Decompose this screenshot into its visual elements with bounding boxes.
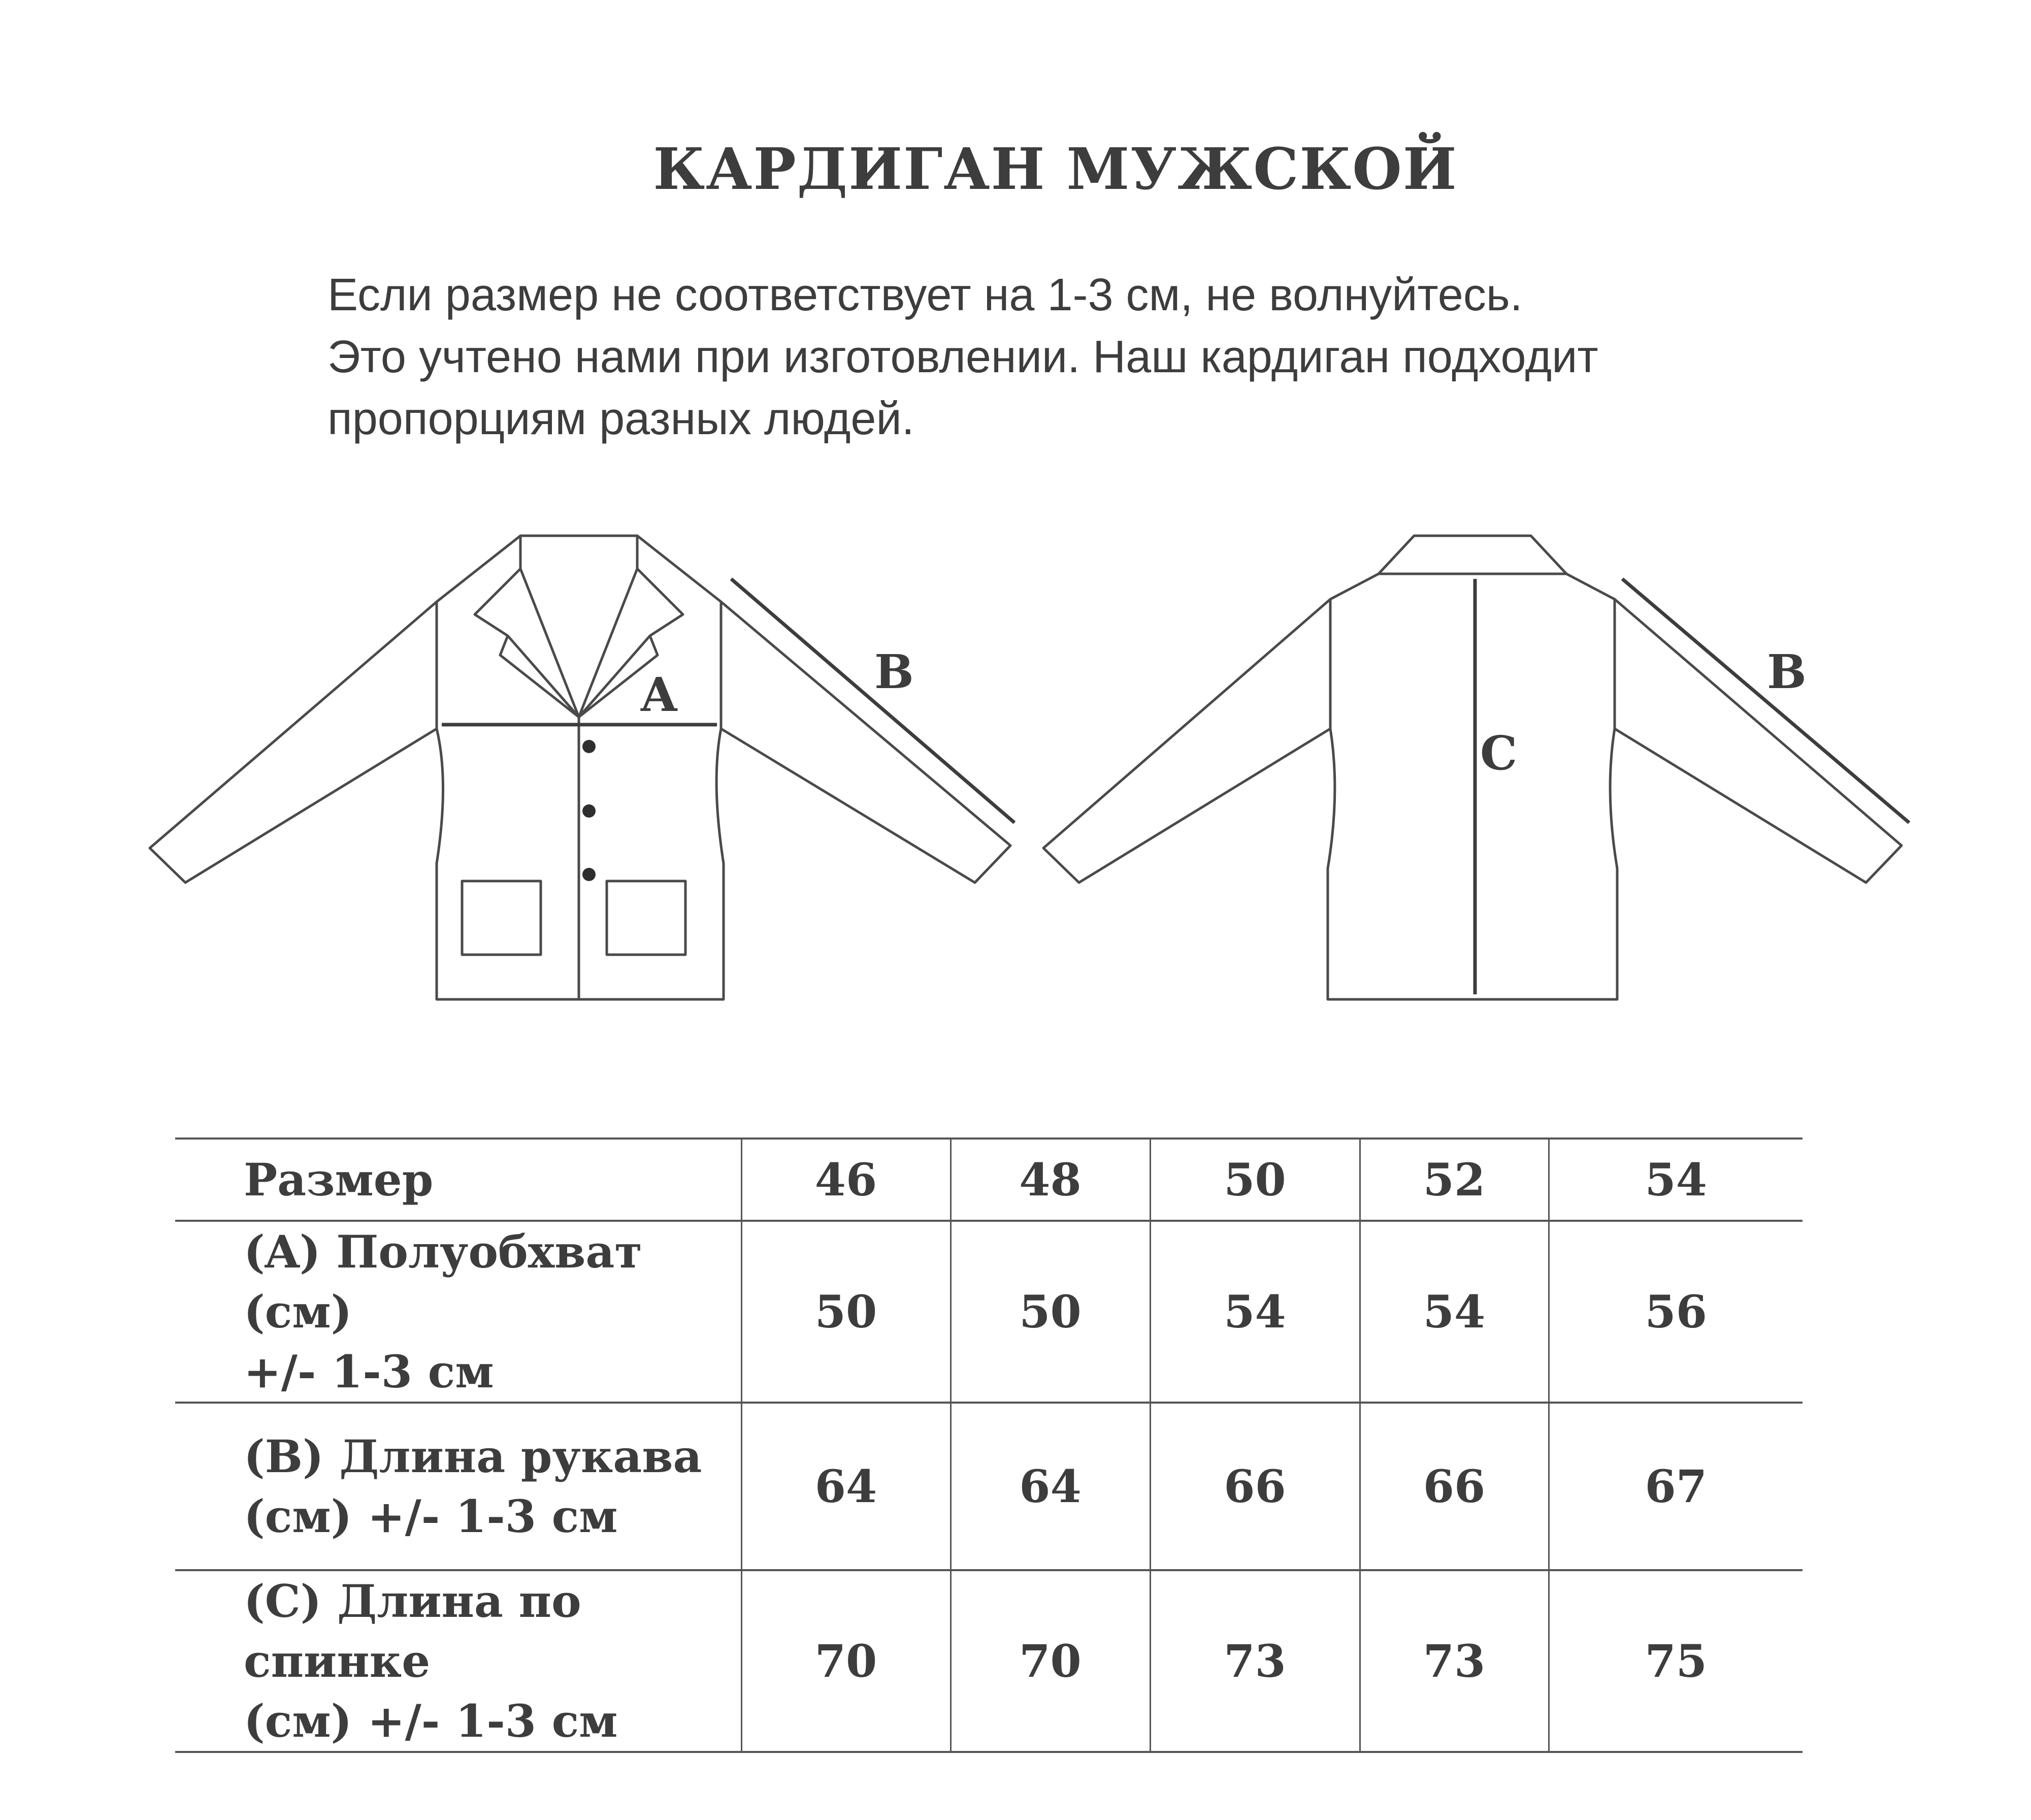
table-header-row — [175, 1139, 1803, 1221]
label-a: A — [641, 667, 677, 722]
measure-b-front-arrow — [731, 579, 1014, 823]
table-cell: 70 — [741, 1570, 951, 1752]
table-row-sleeve — [175, 1403, 1803, 1570]
size-52: 52 — [1360, 1139, 1549, 1221]
row-label: (B) Длина рукава (см) +/- 1-3 см — [175, 1403, 741, 1570]
size-table — [175, 1138, 1803, 1753]
size-54: 54 — [1549, 1139, 1803, 1221]
row-label: (C) Длина по спинке (см) +/- 1-3 см — [175, 1570, 741, 1752]
front-right-sleeve — [721, 602, 1010, 883]
table-cell: 70 — [951, 1570, 1150, 1752]
table-cell: 73 — [1150, 1570, 1360, 1752]
back-left-sleeve — [1043, 599, 1330, 883]
size-46: 46 — [741, 1139, 951, 1221]
back-body-outline — [1328, 574, 1617, 999]
back-right-sleeve — [1615, 599, 1902, 883]
size-48: 48 — [951, 1139, 1150, 1221]
table-cell: 50 — [741, 1221, 951, 1403]
button-3 — [582, 868, 596, 881]
table-cell: 67 — [1549, 1403, 1803, 1570]
front-left-sleeve — [150, 602, 437, 883]
table-cell: 75 — [1549, 1570, 1803, 1752]
page-title: КАРДИГАН МУЖСКОЙ — [653, 136, 1458, 203]
table-cell: 54 — [1150, 1221, 1360, 1403]
table-cell: 56 — [1549, 1221, 1803, 1403]
table-cell: 50 — [951, 1221, 1150, 1403]
table-cell: 73 — [1360, 1570, 1549, 1752]
row-label: (A) Полуобхват (см) +/- 1-3 см — [175, 1221, 741, 1403]
back-cardigan-drawing — [1043, 536, 1902, 999]
label-b-back: B — [1767, 644, 1807, 699]
size-50: 50 — [1150, 1139, 1360, 1221]
intro-line-2: Это учтено нами при изготовлении. Наш кардиган подходит — [327, 332, 1598, 382]
table-cell: 64 — [951, 1403, 1150, 1570]
intro-line-3: пропорциям разных людей. — [327, 394, 914, 444]
intro-text — [327, 264, 1851, 450]
front-lapels — [500, 636, 658, 717]
intro-line-1: Если размер не соответствует на 1-3 см, не волнуйтесь. — [327, 270, 1523, 320]
button-2 — [582, 804, 596, 818]
table-cell: 64 — [741, 1403, 951, 1570]
left-pocket — [462, 881, 541, 955]
back-collar — [1379, 536, 1566, 574]
table-cell: 66 — [1360, 1403, 1549, 1570]
label-c: C — [1480, 726, 1518, 781]
header-label: Размер — [175, 1139, 741, 1221]
table-row-chest — [175, 1221, 1803, 1403]
table-cell: 54 — [1360, 1221, 1549, 1403]
right-pocket — [607, 881, 685, 955]
table-cell: 66 — [1150, 1403, 1360, 1570]
garment-diagram — [0, 508, 2031, 1041]
label-b-front: B — [874, 644, 914, 699]
table-row-back-length — [175, 1570, 1803, 1752]
measure-b-back-arrow — [1622, 579, 1909, 823]
button-1 — [582, 740, 596, 753]
front-cardigan-drawing — [150, 536, 1010, 999]
